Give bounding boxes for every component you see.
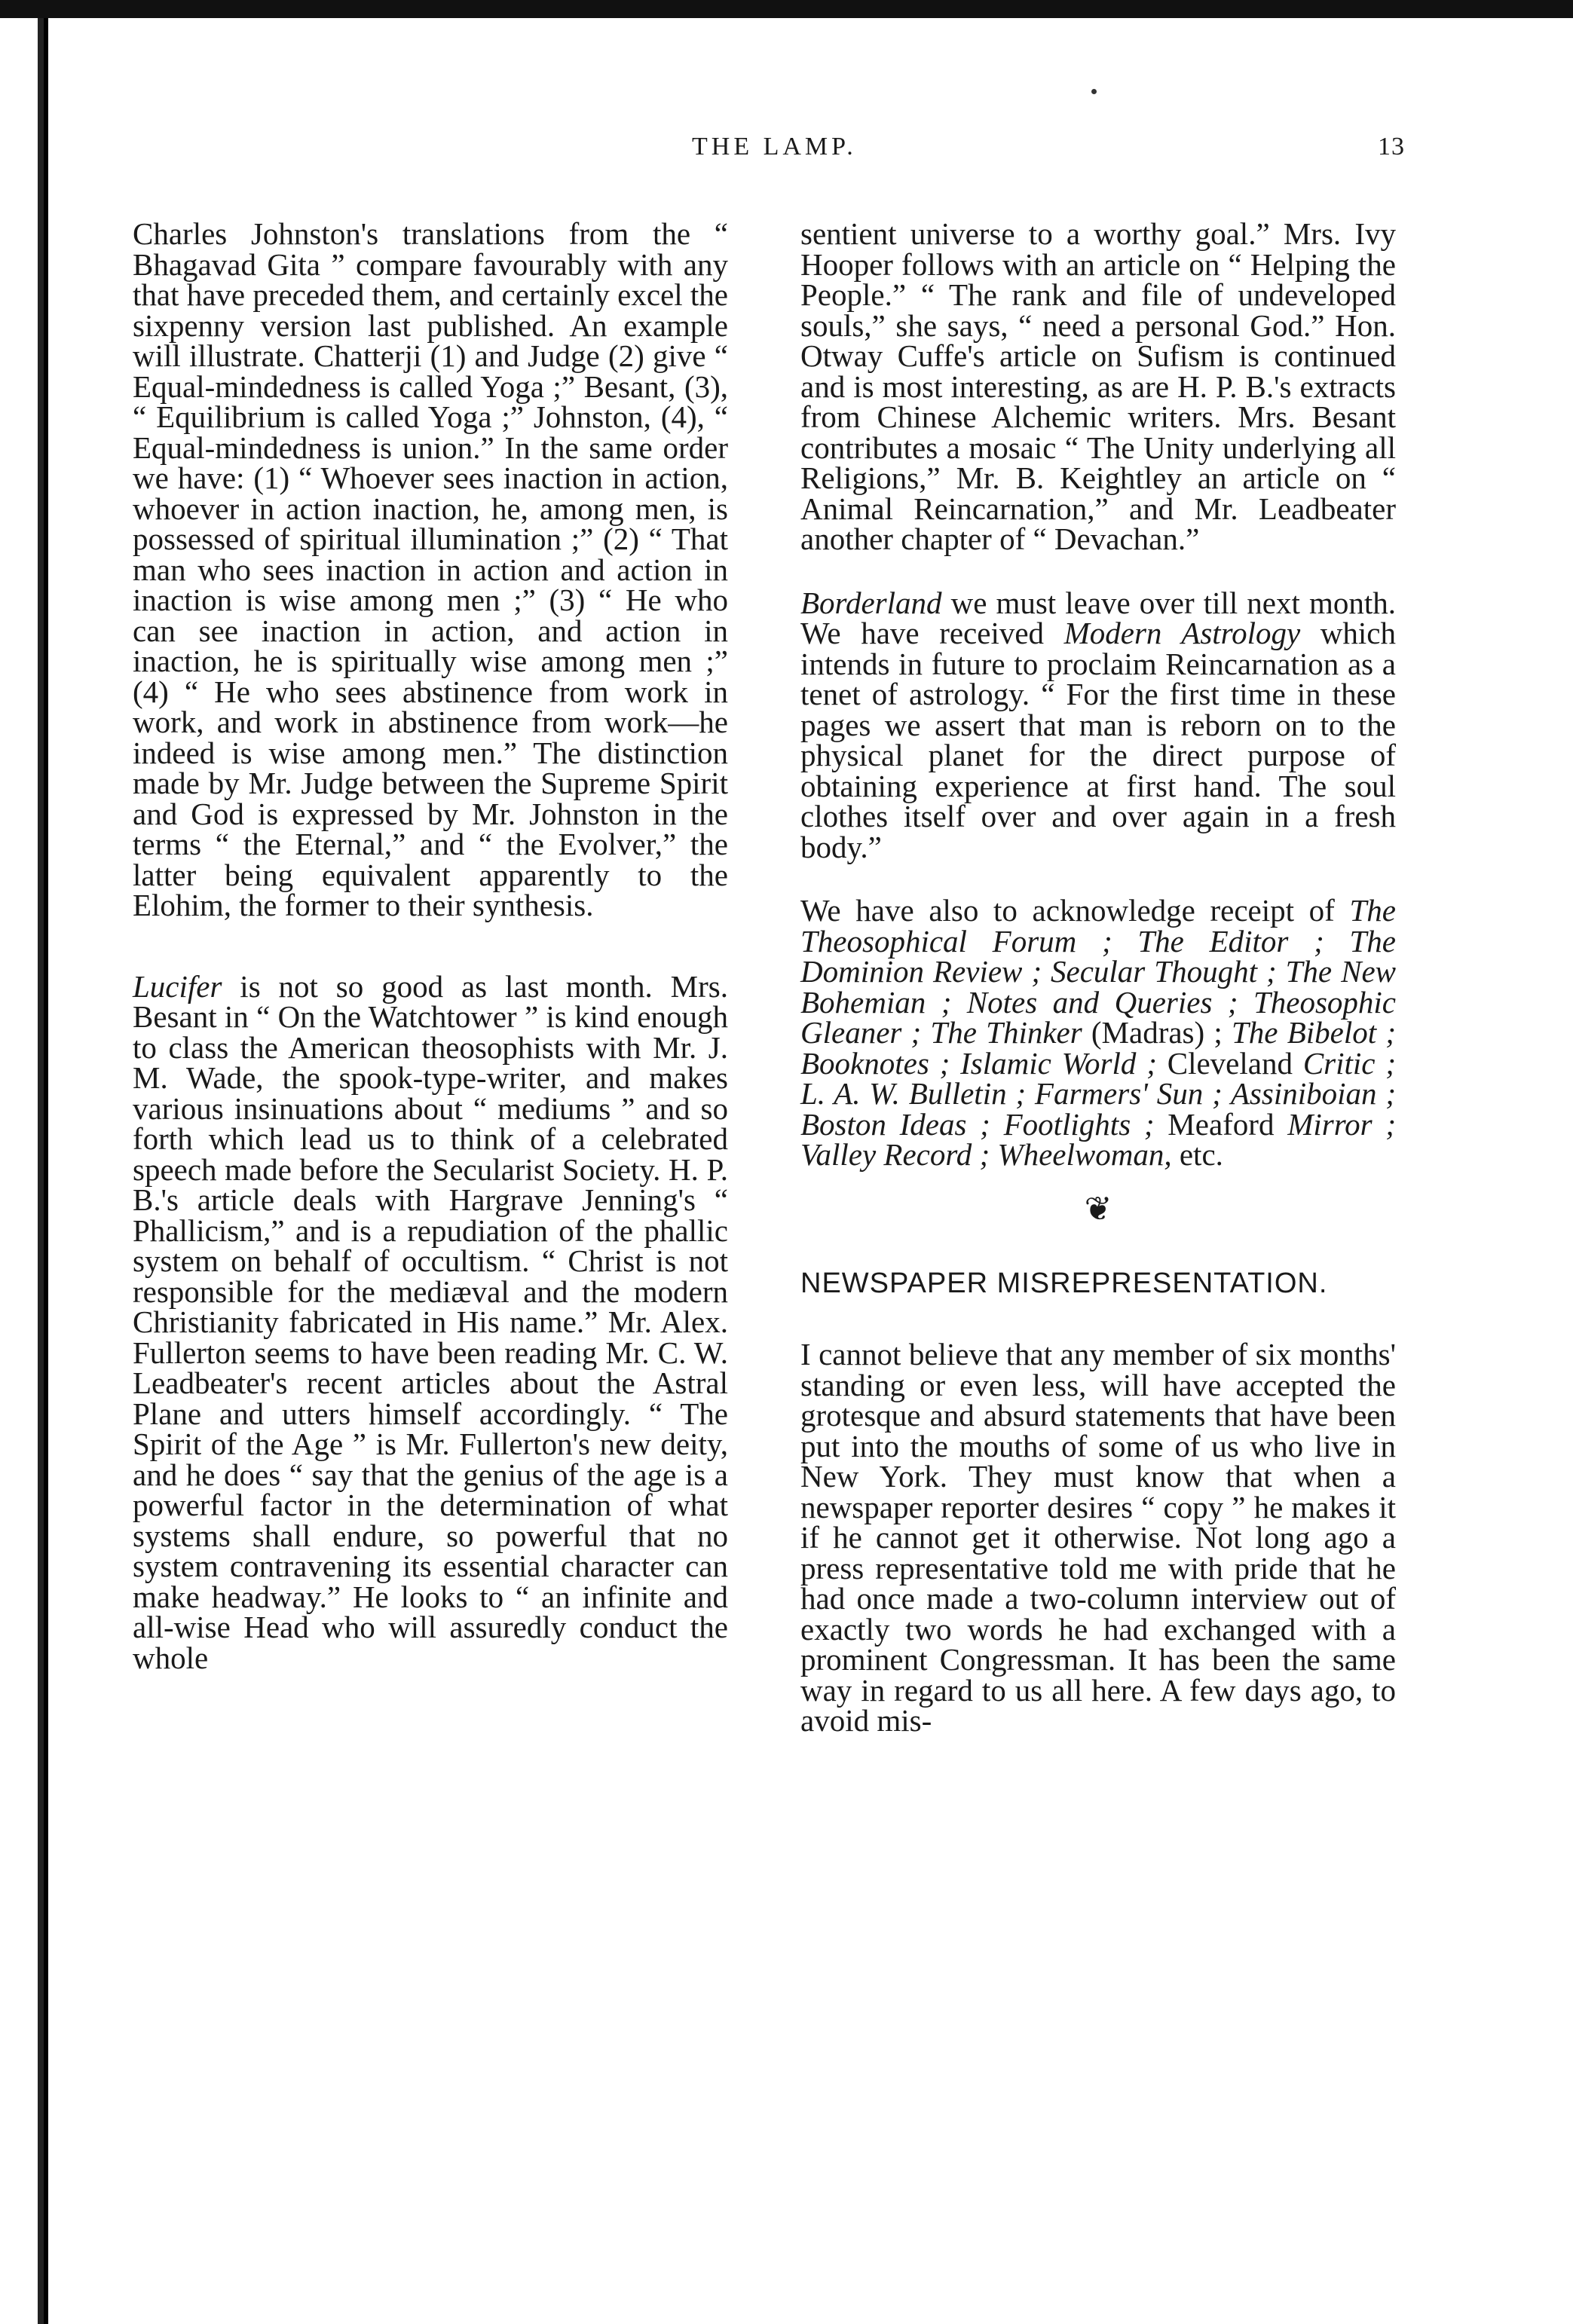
paragraph-borderland <box>800 585 1396 864</box>
periodical-title: Borderland <box>800 585 942 620</box>
periodical-title: Lucifer <box>133 968 222 1004</box>
paragraph-text: which intends in future to proclaim Reincarnation as a tenet of astrology. “ For the first time in these pages we assert that man is reborn on to the physical planet for the direct purpose of obtaining experience at first hand. The soul clothes itself over and over again in a fresh body.” <box>800 616 1396 864</box>
paragraph-text: Meaford <box>1154 1106 1288 1142</box>
page-top-edge <box>0 0 1573 18</box>
paragraph-text: etc. <box>1171 1137 1223 1172</box>
page-binding-edge <box>0 18 48 2324</box>
paragraph-lucifer-continued: sentient universe to a worthy goal.” Mrs. Ivy Hooper follows with an article on “ Helping the People.” “ The rank and file of undeveloped souls,” she says, “ need a personal God.” Hon. Otway Cuffe's article on Sufism is continued and is most interesting, as are H. P. B.'s extracts from Chinese Alchemic writers. Mrs. Besant contributes a mosaic “ The Unity underlying all Religions,” Mr. B. Keightley an article on “ Animal Reincarnation,” and Mr. Leadbeater another chapter of “ Devachan.” <box>800 216 1396 556</box>
paragraph-gap <box>133 921 728 971</box>
paragraph-gap <box>800 862 1396 895</box>
print-speck <box>1091 89 1097 94</box>
paragraph-text: (Madras) ; <box>1082 1015 1232 1050</box>
paragraph-gap <box>800 555 1396 588</box>
paragraph-acknowledgements <box>800 895 1396 1170</box>
paragraph-text: We have also to acknowledge receipt of <box>800 893 1350 928</box>
paragraph-gita-review: Charles Johnston's translations from the “ Bhagavad Gita ” compare favourably with any that have preceded them, and certainly excel the sixpenny version last published. An example will illustrate. Chatterji (1) and Judge (2) give “ Equal-mindedness is called Yoga ;” Besant, (3), “ Equilibrium is called Yoga ;” Johnston, (4), “ Equal-mindedness is union.” In the same order we have: (1) “ Whoever sees inaction in action, whoever in action inaction, he, among men, is possessed of spiritual illumination ;” (2) “ That man who sees inaction in action and action in inaction is wise among men ;” (3) “ He who can see inaction in action, and action in inaction, he is spiritually wise among men ;” (4) “ He who sees abstinence from work in work, and work in abstinence from work—he indeed is wise among men.” The distinction made by Mr. Judge between the Supreme Spirit and God is expressed by Mr. Johnston in the terms “ the Eternal,” and “ the Evolver,” the latter being equivalent apparently to the Elohim, the former to their synthesis. <box>133 216 728 922</box>
left-column <box>133 216 728 1675</box>
periodical-titles: Mirror ; Valley Record ; Wheelwoman, <box>800 1106 1396 1172</box>
page-number: 13 <box>1378 133 1405 161</box>
periodical-titles: The Bibelot ; Booknotes ; Islamic World ; <box>800 1015 1396 1081</box>
paragraph-text: we must leave over till next month. We have received <box>800 585 1396 650</box>
right-column <box>800 216 1396 1738</box>
fleuron-ornament: ❦ <box>1084 1190 1112 1228</box>
section-heading: NEWSPAPER MISREPRESENTATION. <box>800 1267 1328 1299</box>
periodical-titles: The Theosophical Forum ; The Editor ; The Dominion Review ; Secular Thought ; The New Bohemian ; Notes and Queries ; Theosophic Gleaner ; The Thinker <box>800 893 1396 1050</box>
paragraph-text: is not so good as last month. Mrs. Besant in “ On the Watchtower ” is kind enough to class the American theosophists with Mr. J. M. Wade, the spook-type-writer, and makes various insinuations about “ mediums ” and so forth which lead us to think of a celebrated speech made before the Secularist Society. H. P. B.'s article deals with Hargrave Jenning's “ Phallicism,” and is a repudiation of the phallic system on behalf of occultism. “ Christ is not responsible for the mediæval and the modern Christianity fabricated in His name.” Mr. Alex. Fullerton seems to have been reading Mr. C. W. Leadbeater's recent articles about the Astral Plane and utters himself accordingly. “ The Spirit of the Age ” is Mr. Fullerton's new deity, and he does “ say that the genius of the age is a powerful factor in the determination of what systems shall endure, so powerful that no system contravening its essential character can make headway.” He looks to “ an infinite and all-wise Head who will assuredly conduct the whole <box>133 968 728 1675</box>
periodical-title: Modern Astrology <box>1063 616 1301 650</box>
paragraph-newspaper: I cannot believe that any member of six months' standing or even less, will have accepted the grotesque and absurd statements that have been put into the mouths of some of us who live in New York. They must know that when a newspaper reporter desires “ copy ” he makes it if he cannot get it otherwise. Not long ago a press representative told me with pride that he had once made a two-column interview out of exactly two words he had exchanged with a prominent Congressman. It has been the same way in regard to us all here. A few days ago, to avoid mis- <box>800 1337 1396 1738</box>
running-head <box>0 127 1573 166</box>
paragraph-text: Cleveland <box>1156 1045 1303 1081</box>
binding-line <box>44 18 48 2324</box>
running-title: THE LAMP. <box>692 133 857 161</box>
paragraph-lucifer-review <box>133 968 728 1675</box>
periodical-titles: Critic ; L. A. W. Bulletin ; Farmers' Sun ; Assiniboian ; Boston Ideas ; Footlights ; <box>800 1045 1396 1142</box>
